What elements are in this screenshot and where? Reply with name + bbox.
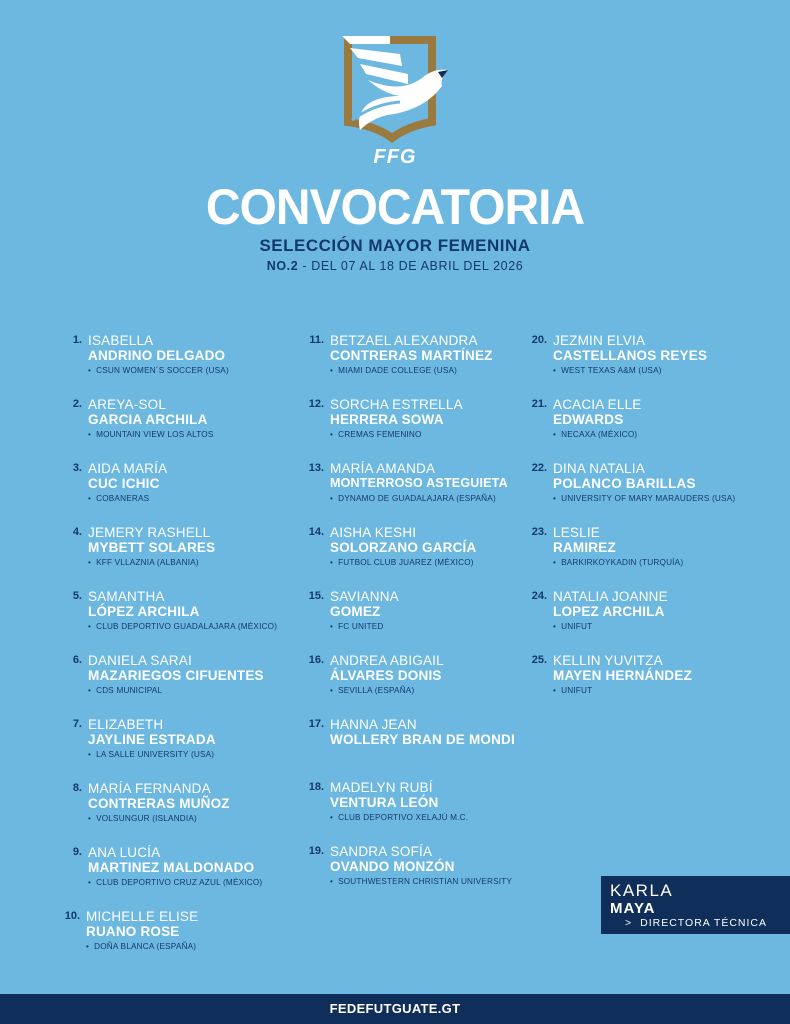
- ffg-logo: [330, 34, 460, 169]
- player-first-name: AREYA-SOL: [88, 397, 167, 412]
- player-club: • CLUB DEPORTIVO GUADALAJARA (MÉXICO): [88, 622, 277, 631]
- player-first-name: MARÍA AMANDA: [330, 461, 436, 476]
- player-number: 22.: [531, 462, 547, 474]
- player-first-name: JEZMIN ELVIA: [553, 333, 646, 348]
- player-number: 5.: [72, 590, 82, 602]
- player-last-name: GOMEZ: [330, 604, 381, 619]
- player-first-name: SANDRA SOFÍA: [330, 844, 433, 859]
- player-first-name: BETZAEL ALEXANDRA: [330, 333, 478, 348]
- player-last-name: CONTRERAS MARTÍNEZ: [330, 348, 493, 363]
- convocatoria-dates: [0, 259, 790, 273]
- player-first-name: KELLIN YUVITZA: [553, 653, 663, 668]
- ffg-logo-text: FFG: [373, 146, 417, 168]
- player-last-name: MAYEN HERNÁNDEZ: [553, 668, 693, 683]
- player-number: 13.: [308, 462, 324, 474]
- player-club: • CLUB DEPORTIVO XELAJÚ M.C.: [330, 813, 468, 822]
- player-number: 7.: [72, 718, 82, 730]
- player-number: 17.: [308, 718, 324, 730]
- player-last-name: WOLLERY BRAN DE MONDI: [330, 732, 515, 747]
- coach-box: [601, 876, 790, 934]
- player-number: 1.: [72, 334, 82, 346]
- player-first-name: SAMANTHA: [88, 589, 165, 604]
- player-last-name: CONTRERAS MUÑOZ: [88, 796, 230, 811]
- player-club: • VOLSUNGUR (ISLANDIA): [88, 814, 197, 823]
- player-number: 8.: [72, 782, 82, 794]
- coach-first-name: KARLA: [610, 881, 674, 900]
- player-last-name: MYBETT SOLARES: [88, 540, 216, 555]
- player-last-name: CASTELLANOS REYES: [553, 348, 708, 363]
- player-first-name: ANDREA ABIGAIL: [330, 653, 444, 668]
- player-first-name: HANNA JEAN: [330, 717, 417, 732]
- player-last-name: SOLORZANO GARCÍA: [330, 540, 477, 555]
- player-club: • CSUN WOMEN´S SOCCER (USA): [88, 366, 229, 375]
- player-last-name: VENTURA LEÓN: [330, 795, 439, 810]
- footer-website-link[interactable]: FEDEFUTGUATE.GT: [329, 1001, 461, 1016]
- page-subtitle: SELECCIÓN MAYOR FEMENINA: [259, 236, 531, 255]
- player-number: 4.: [72, 526, 82, 538]
- player-last-name: LOPEZ ARCHILA: [553, 604, 665, 619]
- player-club: • COBANERAS: [88, 494, 149, 503]
- player-number: 3.: [72, 462, 82, 474]
- player-club: • DOÑA BLANCA (ESPAÑA): [86, 942, 196, 951]
- player-club: • CLUB DEPORTIVO CRUZ AZUL (MÉXICO): [88, 878, 262, 887]
- player-number: 21.: [531, 398, 547, 410]
- player-first-name: SAVIANNA: [330, 589, 399, 604]
- player-club: • NECAXA (MÉXICO): [553, 430, 637, 439]
- player-club: • UNIVERSITY OF MARY MARAUDERS (USA): [553, 494, 735, 503]
- ffg-crest-icon: [330, 34, 460, 144]
- player-first-name: ACACIA ELLE: [553, 397, 642, 412]
- player-club: • BARKIRKOYKADIN (TURQUÍA): [553, 558, 683, 567]
- player-club: • WEST TEXAS A&M (USA): [553, 366, 662, 375]
- player-first-name: LESLIE: [553, 525, 600, 540]
- player-last-name: POLANCO BARILLAS: [553, 476, 696, 491]
- player-first-name: AISHA KESHI: [330, 525, 417, 540]
- player-last-name: ANDRINO DELGADO: [88, 348, 226, 363]
- date-range: - DEL 07 AL 18 DE ABRIL DEL 2026: [298, 259, 524, 273]
- player-club: • CREMAS FEMENINO: [330, 430, 422, 439]
- player-last-name: MARTINEZ MALDONADO: [88, 860, 255, 875]
- player-club: • CDS MUNICIPAL: [88, 686, 162, 695]
- player-number: 9.: [72, 846, 82, 858]
- player-last-name: MONTERROSO ASTEGUIETA: [330, 476, 508, 490]
- player-number: 14.: [308, 526, 324, 538]
- player-first-name: ELIZABETH: [88, 717, 164, 732]
- player-last-name: JAYLINE ESTRADA: [88, 732, 216, 747]
- player-number: 19.: [308, 845, 324, 857]
- player-number: 12.: [308, 398, 324, 410]
- player-club: • KFF VLLAZNIA (ALBANIA): [88, 558, 199, 567]
- player-club: • LA SALLE UNIVERSITY (USA): [88, 750, 214, 759]
- footer-bar: [0, 994, 790, 1024]
- player-club: • FUTBOL CLUB JUAREZ (MÉXICO): [330, 558, 474, 567]
- player-first-name: AIDA MARÍA: [88, 461, 168, 476]
- player-club: • FC UNITED: [330, 622, 384, 631]
- player-first-name: SORCHA ESTRELLA: [330, 397, 463, 412]
- coach-role: > DIRECTORA TÉCNICA: [625, 917, 767, 929]
- player-club: • DYNAMO DE GUADALAJARA (ESPAÑA): [330, 494, 496, 503]
- player-number: 2.: [72, 398, 82, 410]
- coach-last-name: MAYA: [610, 900, 656, 917]
- player-last-name: ÁLVARES DONIS: [330, 668, 442, 683]
- player-first-name: MADELYN RUBÍ: [330, 780, 433, 795]
- player-first-name: DINA NATALIA: [553, 461, 645, 476]
- page-title: CONVOCATORIA: [205, 179, 585, 236]
- player-last-name: RUANO ROSE: [86, 924, 180, 939]
- player-number: 10.: [64, 910, 80, 922]
- player-last-name: HERRERA SOWA: [330, 412, 444, 427]
- player-last-name: MAZARIEGOS CIFUENTES: [88, 668, 264, 683]
- convocatoria-number: NO.2: [266, 259, 299, 273]
- player-number: 25.: [531, 654, 547, 666]
- player-club: • MIAMI DADE COLLEGE (USA): [330, 366, 457, 375]
- player-first-name: JEMERY RASHELL: [88, 525, 211, 540]
- player-number: 11.: [309, 334, 324, 346]
- player-club: • UNIFUT: [553, 622, 592, 631]
- player-first-name: DANIELA SARAI: [88, 653, 192, 668]
- player-number: 6.: [72, 654, 82, 666]
- player-number: 18.: [308, 781, 324, 793]
- player-number: 23.: [531, 526, 547, 538]
- player-last-name: CUC ICHIC: [88, 476, 160, 491]
- player-last-name: GARCIA ARCHILA: [88, 412, 208, 427]
- player-number: 15.: [308, 590, 324, 602]
- player-first-name: ANA LUCÍA: [88, 845, 161, 860]
- player-first-name: MICHELLE ELISE: [86, 909, 199, 924]
- player-number: 16.: [308, 654, 324, 666]
- player-club: • UNIFUT: [553, 686, 592, 695]
- player-last-name: LÓPEZ ARCHILA: [88, 604, 200, 619]
- player-number: 24.: [531, 590, 547, 602]
- player-last-name: EDWARDS: [553, 412, 624, 427]
- player-club: • SOUTHWESTERN CHRISTIAN UNIVERSITY: [330, 877, 512, 886]
- player-first-name: NATALIA JOANNE: [553, 589, 668, 604]
- player-first-name: MARÍA FERNANDA: [88, 781, 211, 796]
- player-club: • SEVILLA (ESPAÑA): [330, 686, 414, 695]
- player-last-name: RAMIREZ: [553, 540, 616, 555]
- player-first-name: ISABELLA: [88, 333, 154, 348]
- player-number: 20.: [531, 334, 547, 346]
- player-last-name: OVANDO MONZÓN: [330, 859, 455, 874]
- player-club: • MOUNTAIN VIEW LOS ALTOS: [88, 430, 214, 439]
